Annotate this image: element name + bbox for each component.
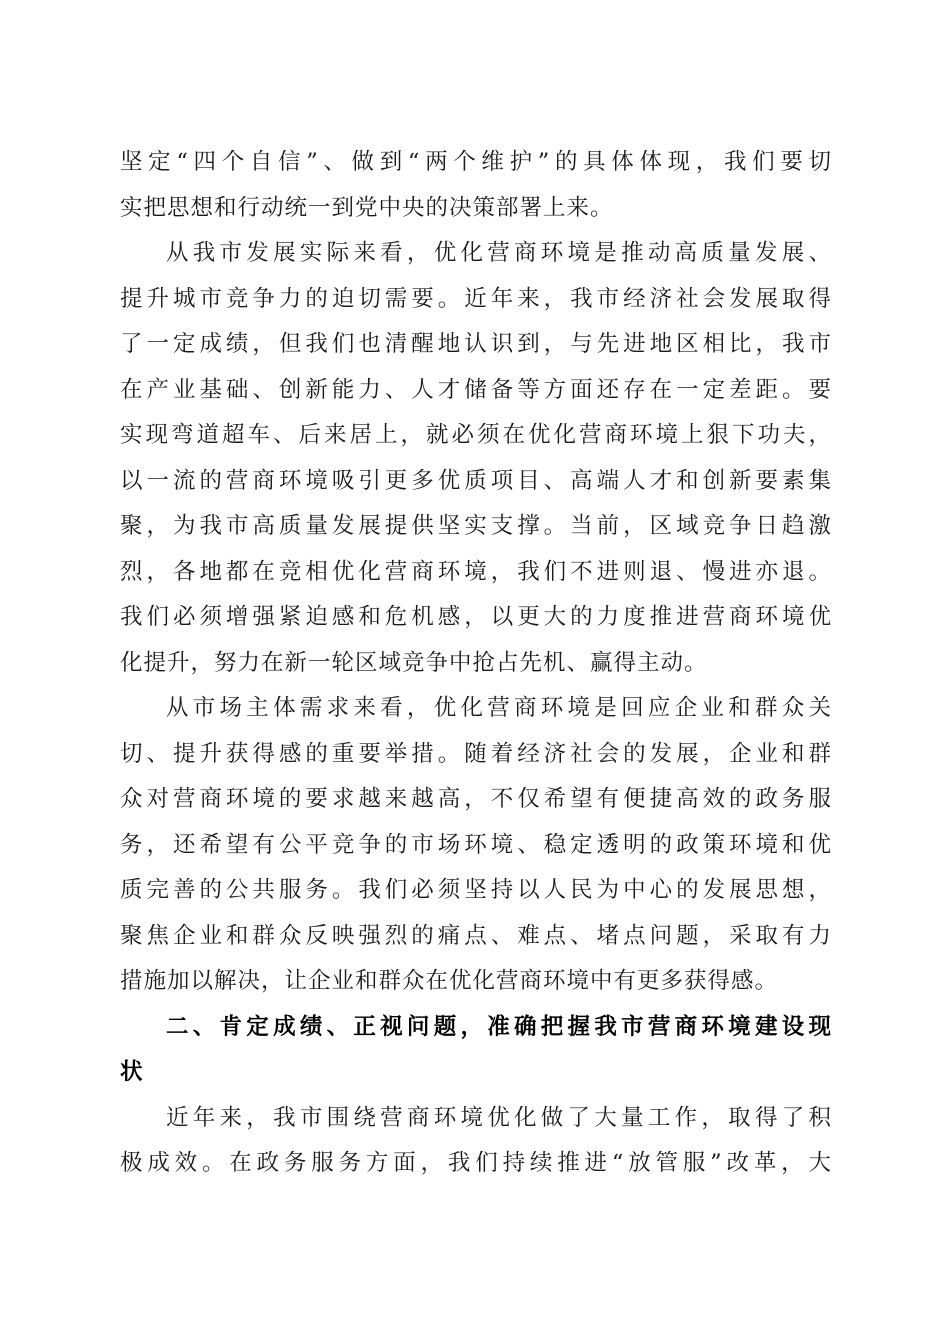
text-line: 聚焦企业和群众反映强烈的痛点、难点、堵点问题，采取有力 xyxy=(120,922,832,949)
paragraph-recent-work xyxy=(120,1096,832,1187)
text-line: 务，还希望有公平竞争的市场环境、稳定透明的政策环境和优 xyxy=(120,831,832,858)
paragraph-market-demand xyxy=(120,686,832,1005)
text-line: 了一定成绩，但我们也清醒地认识到，与先进地区相比，我市 xyxy=(120,331,832,357)
text-line: 众对营商环境的要求越来越高，不仅希望有便捷高效的政务服 xyxy=(120,786,832,812)
text-line: 我们必须增强紧迫感和危机感，以更大的力度推进营商环境优 xyxy=(120,604,832,630)
text-line: 聚，为我市高质量发展提供坚实支撑。当前，区域竞争日趋激 xyxy=(120,513,832,539)
text-line: 近年来，我市围绕营商环境优化做了大量工作，取得了积 xyxy=(166,1104,832,1131)
text-line: 实现弯道超车、后来居上，就必须在优化营商环境上狠下功夫， xyxy=(120,422,832,448)
text-line: 以一流的营商环境吸引更多优质项目、高端人才和创新要素集 xyxy=(120,467,832,494)
paragraph-continuation xyxy=(120,140,832,231)
text-line: 切、提升获得感的重要举措。随着经济社会的发展，企业和群 xyxy=(120,740,832,767)
heading-line: 二、肯定成绩、正视问题，准确把握我市营商环境建设现 xyxy=(166,1013,832,1040)
text-line: 实把思想和行动统一到党中央的决策部署上来。 xyxy=(120,194,614,221)
section-heading-two xyxy=(120,1005,832,1096)
text-line: 烈，各地都在竞相优化营商环境，我们不进则退、慢进亦退。 xyxy=(120,558,832,585)
text-line: 质完善的公共服务。我们必须坚持以人民为中心的发展思想， xyxy=(120,877,832,903)
text-line: 在产业基础、创新能力、人才储备等方面还存在一定差距。要 xyxy=(120,376,832,403)
paragraph-development xyxy=(120,231,832,686)
text-line: 措施加以解决，让企业和群众在优化营商环境中有更多获得感。 xyxy=(120,968,779,994)
heading-line: 状 xyxy=(120,1059,144,1085)
document-body xyxy=(120,140,832,1187)
text-line: 化提升，努力在新一轮区域竞争中抢占先机、赢得主动。 xyxy=(120,649,708,676)
text-line: 从市场主体需求来看，优化营商环境是回应企业和群众关 xyxy=(166,695,832,721)
text-line: 提升城市竞争力的迫切需要。近年来，我市经济社会发展取得 xyxy=(120,285,832,312)
text-line: 极成效。在政务服务方面，我们持续推进“放管服”改革，大 xyxy=(120,1150,832,1176)
text-line: 坚定“四个自信”、做到“两个维护”的具体体现，我们要切 xyxy=(120,149,832,175)
text-line: 从我市发展实际来看，优化营商环境是推动高质量发展、 xyxy=(166,240,832,266)
